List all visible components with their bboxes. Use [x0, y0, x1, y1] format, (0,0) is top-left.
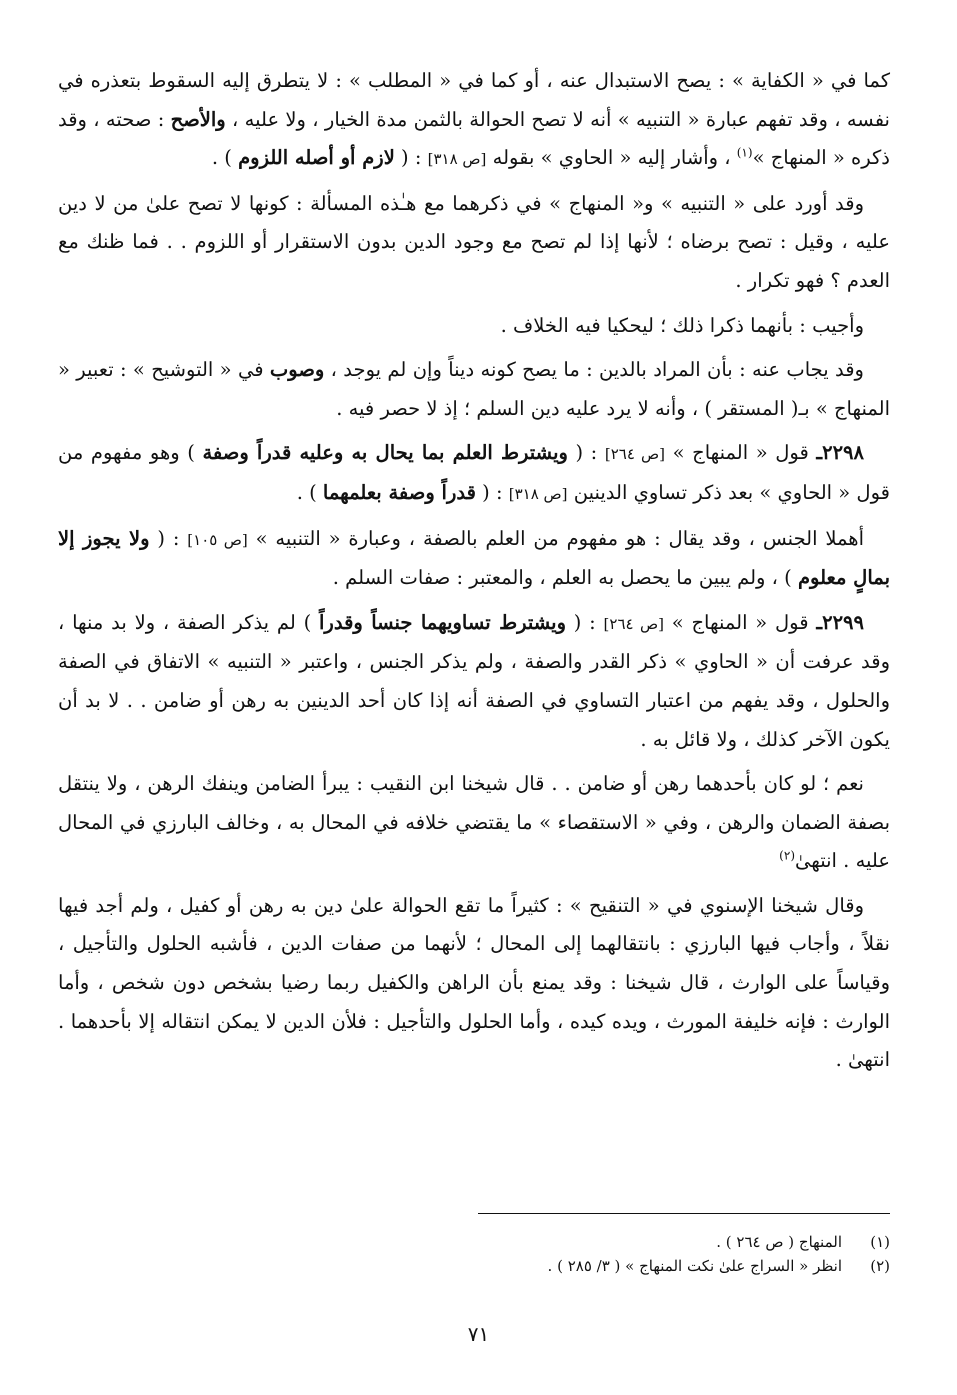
text-segment: وقد يجاب عنه : بأن المراد بالدين : ما يصح كونه ديناً وإن لم يوجد ، [324, 358, 864, 382]
text-segment: ) . [296, 480, 323, 504]
footnote-divider [478, 1213, 890, 1214]
main-text [58, 62, 890, 1080]
paragraph [58, 351, 890, 428]
footnote-item [190, 1230, 890, 1254]
text-segment: : ( [565, 610, 604, 634]
text-segment: قول « المنهاج » [663, 610, 817, 634]
text-segment: نعم ؛ لو كان بأحدهما رهن أو ضامن . . قال شيخنا ابن النقيب : يبرأ الضامن وينفك الرهن ، ولا ينتقل بصفة الضمان والرهن ، وفي « الاستقصاء » ما يقتضي خلافه في المحال به ، وخالف البارزي في المحال عليه . انتهىٰ [58, 772, 890, 873]
bold-text: لازم أو أصله اللزوم [238, 146, 395, 170]
paragraph [58, 887, 890, 1080]
text-segment: قول « المنهاج » [665, 441, 817, 465]
text-segment: : ( [149, 526, 188, 550]
bold-text: ويشترط العلم بما يحال به وعليه قدراً وصفة [202, 441, 568, 465]
footnote-number: (١) [870, 1233, 890, 1251]
paragraph [58, 604, 890, 759]
text-segment: : صحته ، وقد ذكره « المنهاج » [58, 107, 890, 170]
text-segment: أهملا الجنس ، وقد يقال : هو مفهوم من العلم بالصفة ، وعبارة « التنبيه » [247, 526, 864, 550]
text-segment: كما في « الكفاية » : يصح الاستبدال عنه ، أو كما في « المطلب » : لا يتطرق إليه السقوط بتعذره في نفسه ، وقد تفهم عبارة « التنبيه » أنه لا تصح الحوالة بالثمن مدة الخيار ، ولا عليه ، [58, 69, 890, 131]
bold-text: والأصح [170, 107, 226, 131]
text-segment: : ( [475, 480, 509, 504]
footnote-ref: (٢) [779, 848, 795, 863]
page-number: ٧١ [467, 1322, 490, 1346]
text-segment: : ( [394, 146, 428, 170]
text-segment: ، وأشار إليه « الحاوي » بقوله [486, 146, 737, 170]
footnote-text: انظر « السراج علىٰ نكت المنهاج » ( ٣/ ٢٨٥ ) . [547, 1257, 842, 1275]
text-segment: ) وهو مفهوم من قول « الحاوي » بعد ذكر تساوي الدينين [58, 441, 890, 504]
text-segment: ) ، ولم يبين ما يحصل به العلم ، والمعتبر : صفات السلم . [332, 566, 798, 590]
page-reference: [ص ٢٦٤] [604, 445, 666, 464]
paragraph [58, 434, 890, 513]
text-segment: ) لم يذكر الصفة ، ولا بد منها ، وقد عرفت أن « الحاوي » ذكر القدر والصفة ، ولم يذكر الجنس ، واعتبر « التنبيه » الاتفاق في الصفة والحلول ، وقد يفهم من اعتبار التساوي في الصفة أنه إذا كان أحد الدينين به رهن أو ضامن . . لا بد أن يكون الآخر كذلك ، ولا قائل به . [58, 610, 890, 751]
text-segment: وقال شيخنا الإسنوي في « التنقيح » : كثيراً ما تقع الحوالة علىٰ دين به رهن أو كفيل ، ولم أجد فيها نقلاً ، وأجاب فيها البارزي : بانتقالهما إلى المحال ؛ لأنهما من صفات الدين ، فأشبه الحلول والتأجيل ، وقياساً على الوارث ، قال شيخنا : وقد يمنع بأن الراهن والكفيل ربما رضيا بشخص دون شخص ، وأما الوارث : فإنه خليفة المورث ، ويده كيده ، وأما الحلول والتأجيل : فلأن الدين لا يمكن انتقاله إلا بأحدهما . انتهىٰ . [58, 893, 890, 1072]
bold-text: ٢٢٩٩ـ [816, 610, 864, 634]
page-reference: [ص ٣١٨] [508, 484, 568, 503]
page-reference: [ص ٢٦٤] [603, 614, 664, 633]
paragraph [58, 62, 890, 179]
page-reference: [ص ٣١٨] [427, 150, 487, 169]
bold-text: ويشترط تساويهما جنساً وقدراً [319, 610, 566, 634]
text-segment: وقد أورد على « التنبيه » و« المنهاج » في ذكرهما مع هـٰذه المسألة : كونها لا تصح علىٰ من لا دين عليه ، وقيل : تصح برضاه ؛ لأنها إذا لم تصح مع وجود الدين بدون الاستقرار أو اللزوم . . فما ظنك مع العدم ؟ فهو تكرار . [58, 191, 890, 292]
paragraph [58, 307, 890, 346]
bold-text: ٢٢٩٨ـ [816, 441, 864, 465]
footnotes [190, 1230, 890, 1278]
text-segment: : ( [567, 441, 605, 465]
footnote-number: (٢) [870, 1257, 890, 1275]
footnote-text: المنهاج ( ص ٢٦٤ ) . [716, 1233, 842, 1251]
bold-text: وصوب [269, 358, 325, 382]
bold-text: ولا يجوز إلا بمالٍ معلوم [58, 526, 890, 590]
text-segment: وأجيب : بأنهما ذكرا ذلك ؛ ليحكيا فيه الخلاف . [500, 313, 864, 337]
bold-text: قدراً وصفة بعلمهما [322, 480, 476, 504]
text-segment: في « التوشيح » : تعبير « المنهاج » بـ( المستقر ) ، وأنه لا يرد عليه دين السلم ؛ إذ لا حصر فيه . [58, 358, 890, 420]
paragraph [58, 185, 890, 301]
footnote-item [190, 1254, 890, 1278]
paragraph [58, 765, 890, 881]
page-reference: [ص ١٠٥] [187, 530, 248, 549]
footnote-ref: (١) [736, 145, 753, 160]
paragraph [58, 520, 890, 598]
text-segment: ) . [211, 146, 239, 170]
